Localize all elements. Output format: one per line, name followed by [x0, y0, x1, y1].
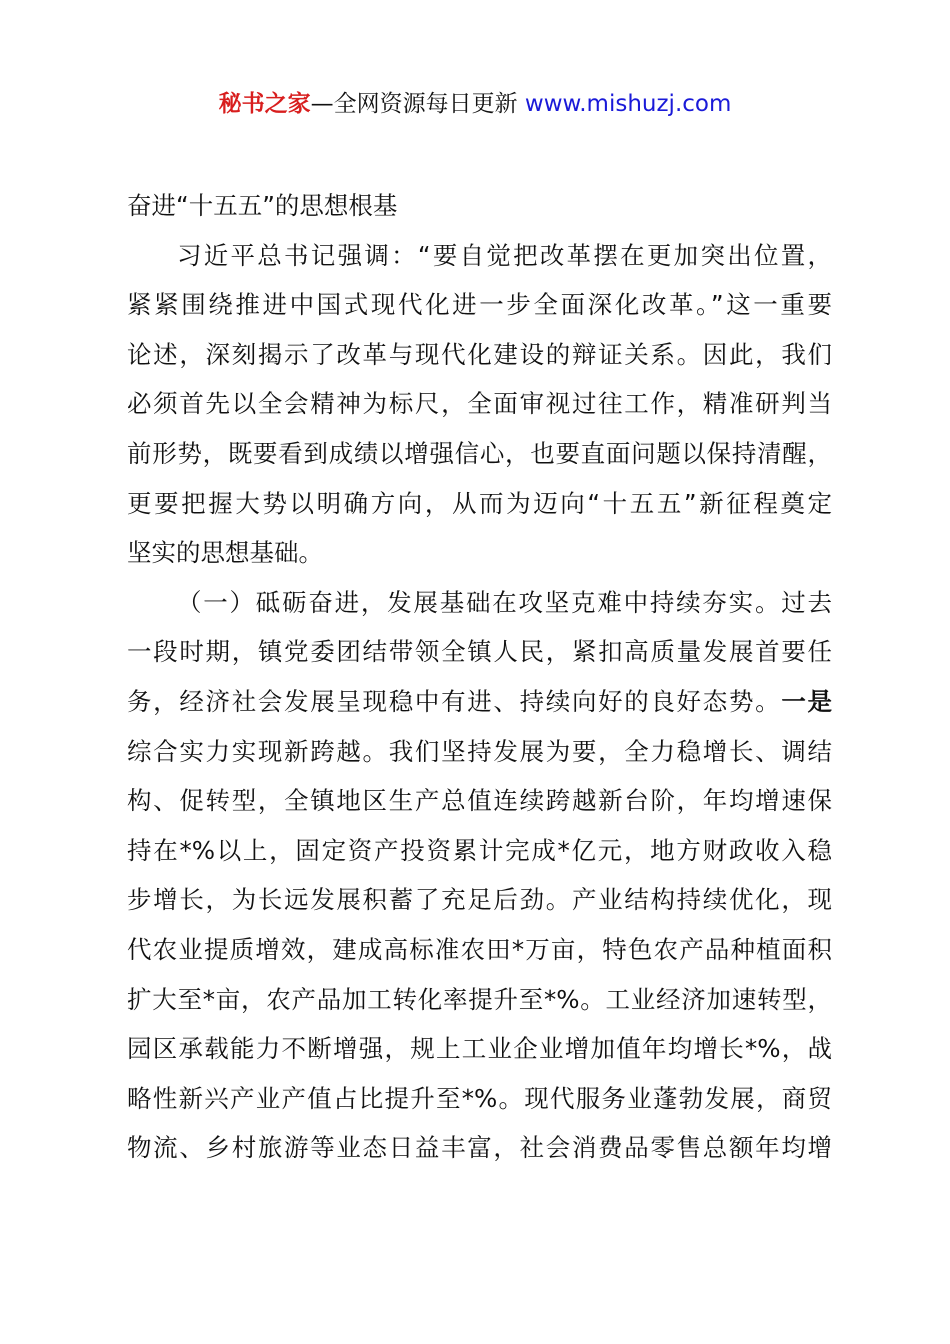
- paragraph-line: 持在*%以上，固定资产投资累计完成*亿元，地方财政收入稳: [127, 835, 832, 865]
- document-body: [127, 186, 832, 1178]
- paragraph-line: 代农业提质增效，建成高标准农田*万亩，特色农产品种植面积: [127, 934, 832, 964]
- paragraph-line: 紧紧围绕推进中国式现代化进一步全面深化改革。”这一重要: [127, 290, 832, 320]
- paragraph-line: 物流、乡村旅游等业态日益丰富，社会消费品零售总额年均增: [127, 1133, 832, 1163]
- paragraph-line: 综合实力实现新跨越。我们坚持发展为要，全力稳增长、调结: [127, 736, 832, 766]
- site-header: [0, 86, 950, 122]
- paragraph-line: 步增长，为长远发展积蓄了充足后劲。产业结构持续优化，现: [127, 885, 832, 915]
- section-heading-line: 奋进“十五五”的思想根基: [127, 191, 398, 220]
- paragraph-line: 扩大至*亩，农产品加工转化率提升至*%。工业经济加速转型，: [127, 984, 832, 1014]
- paragraph-line: （一）砥砺奋进，发展基础在攻坚克难中持续夯实。过去: [177, 587, 832, 617]
- paragraph-line: 论述，深刻揭示了改革与现代化建设的辩证关系。因此，我们: [127, 339, 832, 369]
- paragraph-line: 必须首先以全会精神为标尺，全面审视过往工作，精准研判当: [127, 389, 832, 419]
- paragraph-line: 一段时期，镇党委团结带领全镇人民，紧扣高质量发展首要任: [127, 637, 832, 667]
- paragraph-line: 园区承载能力不断增强，规上工业企业增加值年均增长*%，战: [127, 1034, 832, 1064]
- paragraph-line-mixed: [127, 682, 832, 732]
- paragraph-text: 务，经济社会发展呈现稳中有进、持续向好的良好态势。: [127, 686, 782, 716]
- site-brand: 秘书之家: [218, 91, 311, 117]
- paragraph-line: 更要把握大势以明确方向，从而为迈向“十五五”新征程奠定: [127, 488, 832, 518]
- paragraph-line: 略性新兴产业产值占比提升至*%。现代服务业蓬勃发展，商贸: [127, 1083, 832, 1113]
- paragraph-line: 构、促转型，全镇地区生产总值连续跨越新台阶，年均增速保: [127, 786, 832, 816]
- paragraph-line: 前形势，既要看到成绩以增强信心，也要直面问题以保持清醒，: [127, 438, 832, 468]
- site-url-link[interactable]: www.mishuzj.com: [524, 91, 732, 117]
- bold-marker: 一是: [781, 686, 833, 716]
- site-tagline: —全网资源每日更新: [310, 91, 518, 117]
- paragraph-line: 坚实的思想基础。: [127, 538, 323, 568]
- paragraph-line: 习近平总书记强调：“要自觉把改革摆在更加突出位置，: [177, 240, 832, 270]
